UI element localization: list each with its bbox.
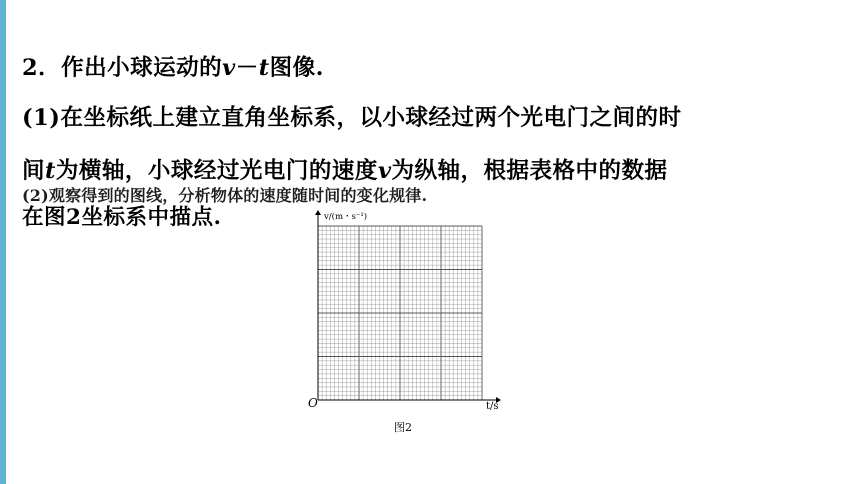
heading-v: v [222,55,236,81]
graph-paper-grid [306,210,502,434]
heading-line [22,50,324,82]
step2-text: (2)观察得到的图线，分析物体的速度随时间的变化规律. [22,186,428,205]
heading-prefix: 2．作出小球运动的 [22,55,223,81]
left-accent-bar [0,0,6,484]
step1-line3: 在图2坐标系中描点. [22,205,222,230]
step1-line2-t: t [45,158,56,184]
heading-t: t [258,55,270,81]
step1-line2-c: 为纵轴，根据表格中的数据 [391,158,668,184]
heading-dash: － [235,55,259,81]
y-axis-label: v/(m・s⁻¹) [324,212,368,222]
graph-paper-figure [306,210,502,434]
step1-line2 [22,153,668,185]
step1-line2-v: v [377,158,392,184]
x-axis-label: t/s [486,401,499,412]
origin-label: O [308,396,318,410]
step1-line1: (1)在坐标纸上建立直角坐标系，以小球经过两个光电门之间的时 [22,105,682,131]
step1-line2-b: 为横轴，小球经过光电门的速度 [55,158,378,184]
step1-line2-a: 间 [22,158,46,184]
heading-suffix: 图像. [269,55,324,81]
figure-caption: 图2 [394,421,412,434]
y-axis-arrow-icon [315,210,321,215]
